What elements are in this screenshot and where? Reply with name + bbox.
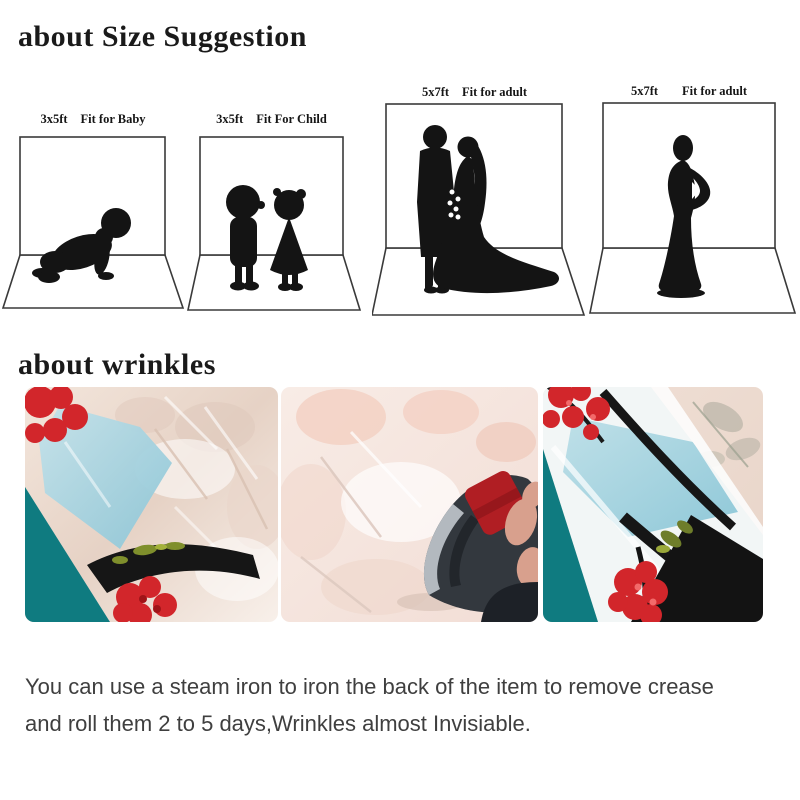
note-line-2: and roll them 2 to 5 days,Wrinkles almost Invisiable. <box>25 711 531 736</box>
size-text: 5x7ft <box>630 84 659 98</box>
wrinkle-care-note <box>25 668 793 742</box>
panel-label-child <box>199 112 344 127</box>
size-text: 5x7ft <box>421 85 450 99</box>
fit-text: Fit for Baby <box>80 112 146 126</box>
size-text: 3x5ft <box>40 112 68 126</box>
fit-text: Fit for adult <box>462 85 528 99</box>
fit-text: Fit for adult <box>682 84 748 98</box>
photo-steam-ironing <box>281 387 538 622</box>
size-text: 3x5ft <box>216 112 244 126</box>
note-line-1: You can use a steam iron to iron the back of the item to remove crease <box>25 674 714 699</box>
photo-wrinkled-fabric <box>25 387 278 622</box>
panel-label-baby <box>20 112 166 127</box>
photo-smooth-fabric <box>543 387 763 622</box>
backdrop-panel-adult-woman <box>588 97 800 317</box>
wrinkles-heading: about wrinkles <box>18 348 216 381</box>
backdrop-panel-child <box>185 130 365 315</box>
backdrop-panel-baby <box>0 130 190 315</box>
backdrop-panel-adult-couple <box>372 97 587 317</box>
size-suggestion-heading: about Size Suggestion <box>18 20 307 53</box>
fit-text: Fit For Child <box>256 112 327 126</box>
